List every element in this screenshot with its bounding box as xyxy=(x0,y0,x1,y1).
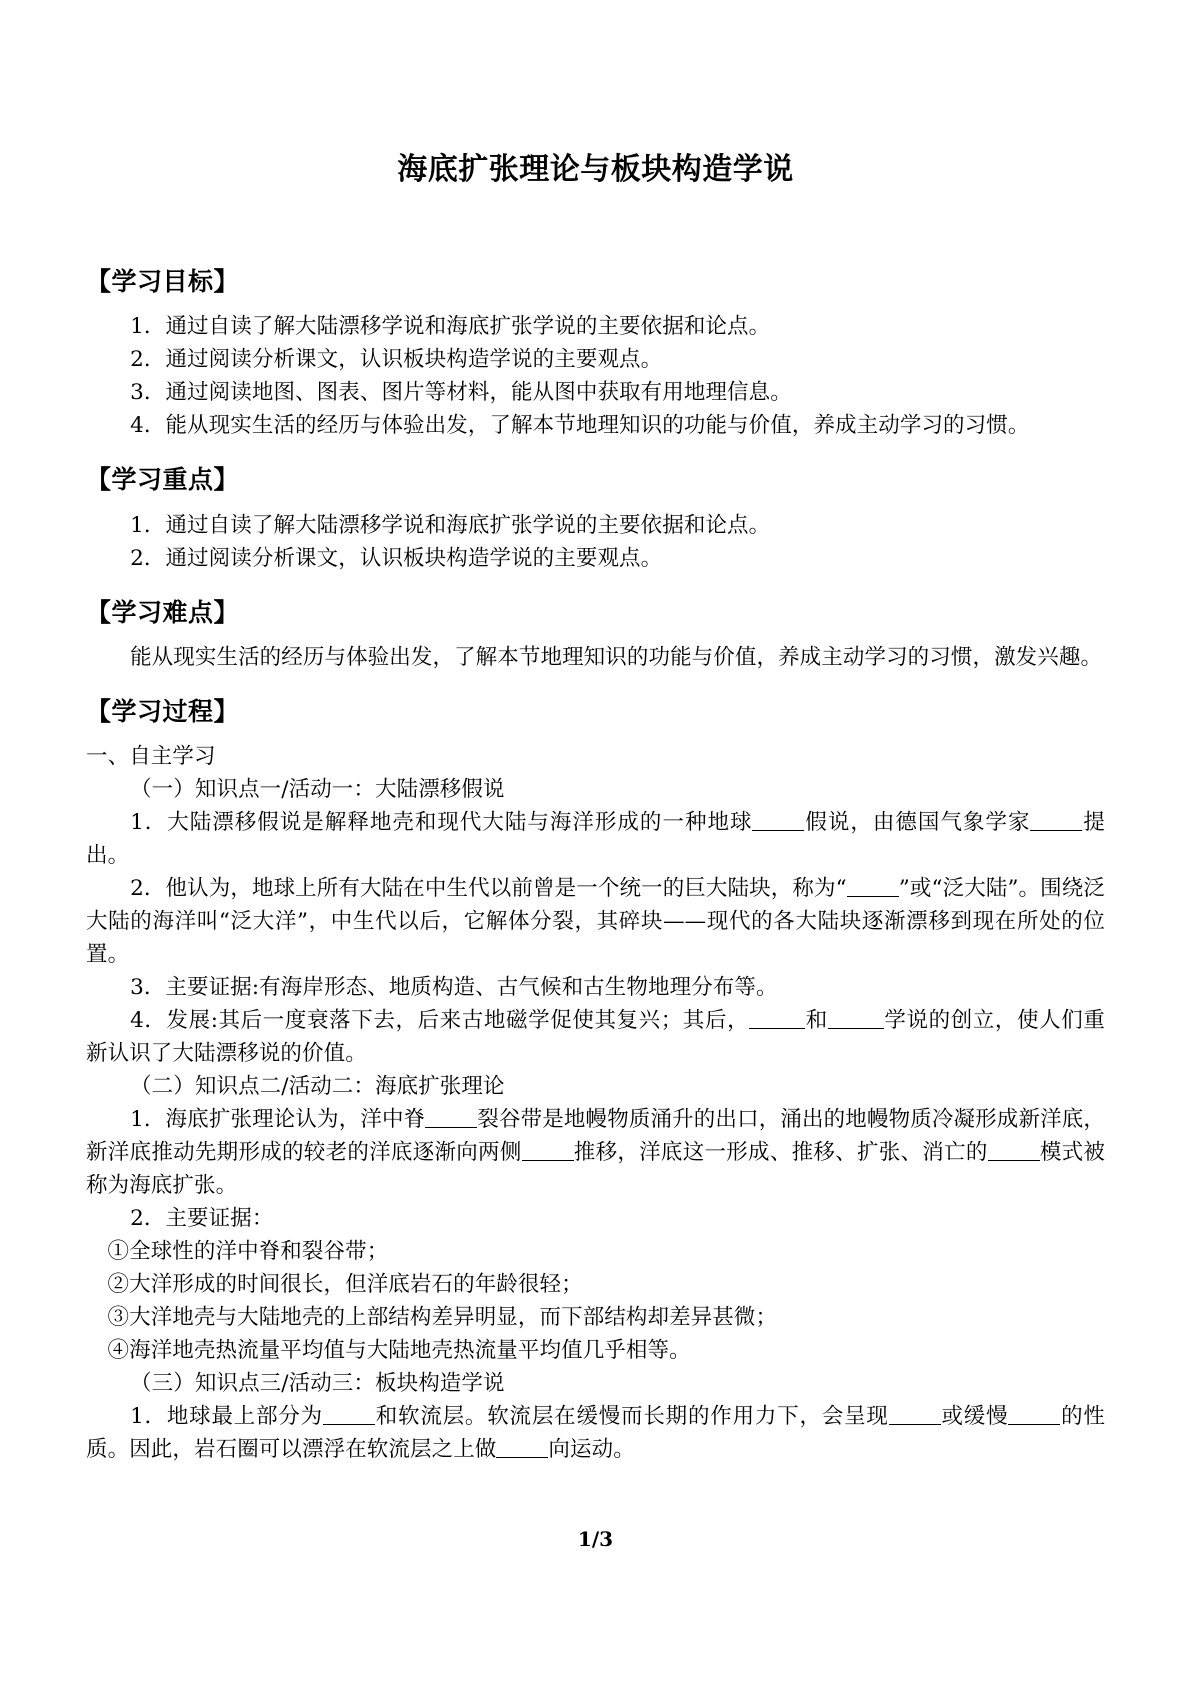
topic-two-label: （二）知识点二/活动二：海底扩张理论 xyxy=(130,1074,505,1099)
topic-two-item-1-text-d: 模式被称为海底扩张。 xyxy=(86,1140,1105,1198)
fill-blank[interactable] xyxy=(425,1106,477,1129)
key-point-item-1: 1．通过自读了解大陆漂移学说和海底扩张学说的主要依据和论点。 xyxy=(130,512,771,538)
topic-two-item-1-text-c: 推移，洋底这一形成、推移、扩张、消亡的 xyxy=(573,1140,988,1165)
objective-item-2: 2．通过阅读分析课文，认识板块构造学说的主要观点。 xyxy=(130,347,663,373)
objective-item-4: 4．能从现实生活的经历与体验出发，了解本节地理知识的功能与价值，养成主动学习的习惯。 xyxy=(130,413,1030,439)
topic-one-item-4-text-a: 4．发展:其后一度衰落下去，后来古地磁学促使其复兴；其后， xyxy=(130,1008,750,1033)
topic-two-item-1-text-b: 裂谷带是地幔物质涌升的出口，涌出的地幔物质冷凝形成新洋底，新洋底推动先期形成的较老的洋底逐渐向两侧 xyxy=(86,1107,1105,1165)
topic-two-evidence-1: ①全球性的洋中脊和裂谷带； xyxy=(107,1239,389,1264)
fill-blank[interactable] xyxy=(1030,809,1082,832)
topic-one-item-2-text-b: ”或“泛大陆”。围绕泛大陆的海洋叫“泛大洋”，中生代以后，它解体分裂，其碎块——现代的各大陆块逐渐漂移到现在所处的位置。 xyxy=(86,876,1106,967)
topic-three-item-1-text-d: 的性质。因此，岩石圈可以漂浮在软流层之上做 xyxy=(86,1404,1105,1462)
objective-item-3: 3．通过阅读地图、图表、图片等材料，能从图中获取有用地理信息。 xyxy=(130,380,792,406)
topic-one-item-4-text-b: 和 xyxy=(805,1008,828,1033)
fill-blank[interactable] xyxy=(847,875,899,898)
topic-three-item-1 xyxy=(86,1400,1105,1466)
fill-blank[interactable] xyxy=(522,1139,574,1162)
topic-one-item-2-text-a: 2．他认为，地球上所有大陆在中生代以前曾是一个统一的巨大陆块，称为“ xyxy=(130,876,847,901)
topic-one-item-2 xyxy=(86,872,1105,971)
key-point-item-2: 2．通过阅读分析课文，认识板块构造学说的主要观点。 xyxy=(130,545,663,571)
topic-three-item-1-text-c: 或缓慢 xyxy=(940,1404,1009,1429)
topic-one-label: （一）知识点一/活动一：大陆漂移假说 xyxy=(130,777,505,802)
fill-blank[interactable] xyxy=(988,1139,1040,1162)
fill-blank[interactable] xyxy=(323,1403,375,1426)
fill-blank[interactable] xyxy=(828,1007,884,1030)
topic-two-evidence-3: ③大洋地壳与大陆地壳的上部结构差异明显，而下部结构却差异甚微； xyxy=(107,1305,778,1330)
topic-one-item-1-text-b: 假说，由德国气象学家 xyxy=(804,810,1031,835)
process-part-one-label: 一、自主学习 xyxy=(86,744,216,769)
topic-one-item-1 xyxy=(86,806,1105,872)
topic-two-item-2: 2．主要证据： xyxy=(130,1206,274,1231)
section-heading-difficulties: 【学习难点】 xyxy=(86,597,240,627)
section-heading-key-points: 【学习重点】 xyxy=(86,465,240,495)
objective-item-1: 1．通过自读了解大陆漂移学说和海底扩张学说的主要依据和论点。 xyxy=(130,314,771,340)
section-heading-process: 【学习过程】 xyxy=(86,696,240,726)
page-title: 海底扩张理论与板块构造学说 xyxy=(397,152,794,187)
topic-two-evidence-4: ④海洋地壳热流量平均值与大陆地壳热流量平均值几乎相等。 xyxy=(107,1338,691,1363)
topic-three-item-1-text-a: 1．地球最上部分为 xyxy=(130,1404,323,1429)
fill-blank[interactable] xyxy=(496,1436,548,1459)
fill-blank[interactable] xyxy=(749,1007,805,1030)
topic-three-label: （三）知识点三/活动三：板块构造学说 xyxy=(130,1371,505,1396)
section-heading-objectives: 【学习目标】 xyxy=(86,267,240,296)
fill-blank[interactable] xyxy=(1008,1403,1060,1426)
fill-blank[interactable] xyxy=(889,1403,941,1426)
topic-three-item-1-text-b: 和软流层。软流层在缓慢而长期的作用力下，会呈现 xyxy=(375,1404,889,1429)
fill-blank[interactable] xyxy=(752,809,804,832)
page-number: 1/3 xyxy=(577,1527,614,1551)
topic-three-item-1-text-e: 向运动。 xyxy=(548,1437,635,1462)
topic-one-item-1-text-a: 1．大陆漂移假说是解释地壳和现代大陆与海洋形成的一种地球 xyxy=(130,810,753,835)
difficulty-item-1: 能从现实生活的经历与体验出发，了解本节地理知识的功能与价值，养成主动学习的习惯，激发兴趣。 xyxy=(130,644,1103,670)
topic-two-item-1-text-a: 1．海底扩张理论认为，洋中脊 xyxy=(130,1107,426,1132)
topic-one-item-3: 3．主要证据:有海岸形态、地质构造、古气候和古生物地理分布等。 xyxy=(130,975,778,1000)
topic-one-item-4 xyxy=(86,1004,1105,1070)
topic-two-item-1 xyxy=(86,1103,1105,1202)
topic-one-item-4-text-c: 学说的创立，使人们重新认识了大陆漂移说的价值。 xyxy=(86,1008,1105,1066)
topic-two-evidence-2: ②大洋形成的时间很长，但洋底岩石的年龄很轻； xyxy=(107,1272,583,1297)
topic-one-item-1-text-c: 提出。 xyxy=(86,810,1105,868)
